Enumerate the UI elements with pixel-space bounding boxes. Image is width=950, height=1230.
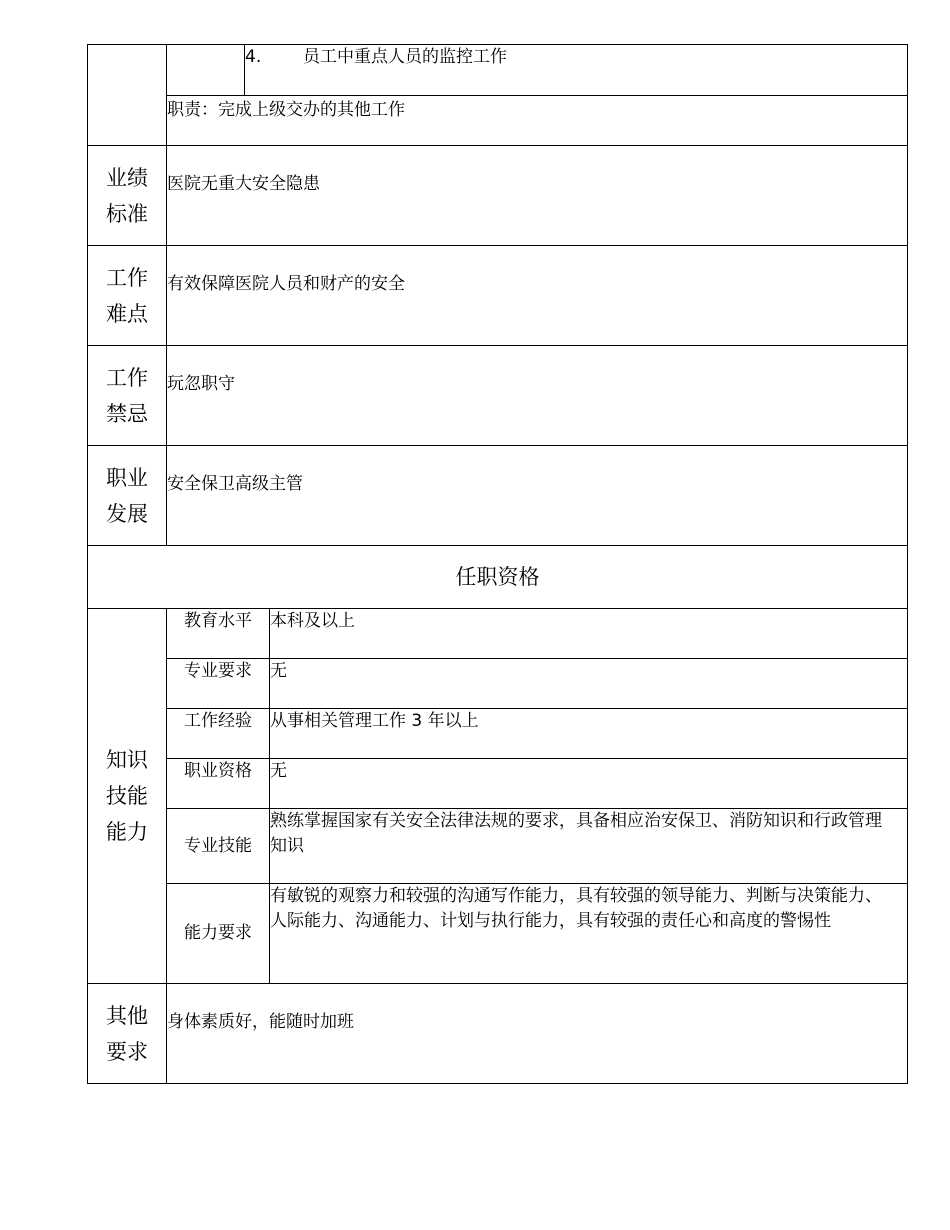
qualification-title-row	[88, 546, 908, 609]
taboo-value: 玩忽职守	[167, 346, 908, 446]
taboo-label	[88, 346, 167, 446]
career-value: 安全保卫高级主管	[167, 446, 908, 546]
difficulty-label-line1: 工作	[106, 265, 148, 290]
qualification-value-3: 无	[270, 759, 908, 809]
qualification-value-1: 无	[270, 659, 908, 709]
performance-label	[88, 146, 167, 246]
performance-label-line2: 标准	[106, 201, 148, 226]
duty-item-number: 4.	[245, 47, 262, 67]
other-duty-cell	[167, 96, 908, 146]
other-label-line2: 要求	[106, 1039, 148, 1064]
performance-value: 医院无重大安全隐患	[167, 146, 908, 246]
duty-item-cell	[245, 45, 908, 96]
qualification-group-label	[88, 609, 167, 984]
other-label-line1: 其他	[106, 1003, 148, 1028]
duty-item-text: 员工中重点人员的监控工作	[303, 47, 507, 67]
difficulty-label	[88, 246, 167, 346]
performance-row	[88, 146, 908, 246]
qualification-row-4	[88, 809, 908, 884]
other-value: 身体素质好，能随时加班	[167, 984, 908, 1084]
qualification-value-0: 本科及以上	[270, 609, 908, 659]
qualification-row-1	[88, 659, 908, 709]
difficulty-label-line2: 难点	[106, 301, 148, 326]
performance-label-line1: 业绩	[106, 165, 148, 190]
qualification-label-2: 工作经验	[167, 709, 270, 759]
qualification-value-5: 有敏锐的观察力和较强的沟通写作能力，具有较强的领导能力、判断与决策能力、人际能力、沟通能力、计划与执行能力，具有较强的责任心和高度的警惕性	[270, 884, 908, 984]
qualification-label-5: 能力要求	[167, 884, 270, 984]
job-description-table	[87, 44, 908, 1084]
qualification-value-2: 从事相关管理工作 3 年以上	[270, 709, 908, 759]
qualification-label-1: 专业要求	[167, 659, 270, 709]
other-row	[88, 984, 908, 1084]
taboo-label-line2: 禁忌	[106, 401, 148, 426]
taboo-row	[88, 346, 908, 446]
qualification-label-3: 职业资格	[167, 759, 270, 809]
career-label	[88, 446, 167, 546]
qualification-group-label-line3: 能力	[106, 820, 148, 844]
qualification-group-label-line1: 知识	[106, 748, 148, 772]
qualification-value-4: 熟练掌握国家有关安全法律法规的要求，具备相应治安保卫、消防知识和行政管理知识	[270, 809, 908, 884]
qualification-group-label-line2: 技能	[106, 784, 148, 808]
duty-item-row	[88, 45, 908, 96]
taboo-label-line1: 工作	[106, 365, 148, 390]
other-duty-text: 职责：完成上级交办的其他工作	[167, 100, 405, 120]
qualification-title: 任职资格	[88, 546, 908, 609]
difficulty-row	[88, 246, 908, 346]
career-label-line2: 发展	[106, 501, 148, 526]
qualification-label-4: 专业技能	[167, 809, 270, 884]
qualification-row-0	[88, 609, 908, 659]
career-row	[88, 446, 908, 546]
other-label	[88, 984, 167, 1084]
qualification-row-5	[88, 884, 908, 984]
qualification-row-3	[88, 759, 908, 809]
duty-label-cell	[88, 45, 167, 146]
career-label-line1: 职业	[106, 465, 148, 490]
difficulty-value: 有效保障医院人员和财产的安全	[167, 246, 908, 346]
qualification-row-2	[88, 709, 908, 759]
qualification-label-0: 教育水平	[167, 609, 270, 659]
duty-blank-cell	[167, 45, 245, 96]
other-duty-row	[88, 96, 908, 146]
